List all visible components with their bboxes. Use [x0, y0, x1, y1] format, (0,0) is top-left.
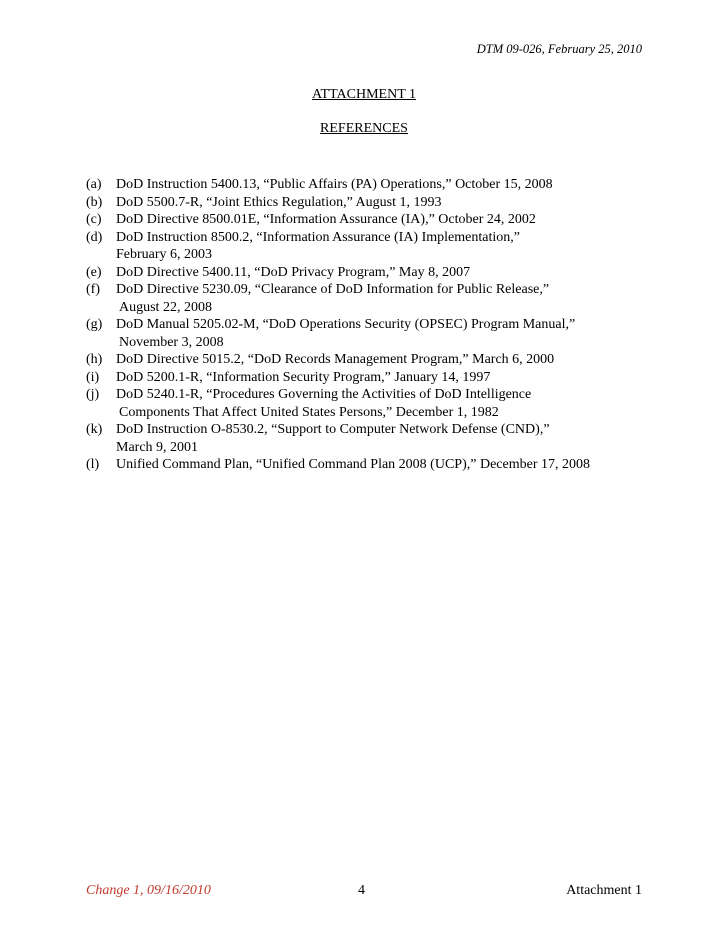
reference-line: DoD 5500.7-R, “Joint Ethics Regulation,” August 1, 1993 [116, 194, 442, 210]
reference-line-continued: November 3, 2008 [119, 334, 224, 350]
reference-letter: (f) [86, 282, 100, 297]
reference-letter: (h) [86, 352, 103, 367]
reference-item-a [86, 176, 656, 194]
reference-letter: (j) [86, 387, 100, 402]
reference-line: Unified Command Plan, “Unified Command Plan 2008 (UCP),” December 17, 2008 [116, 457, 590, 472]
reference-letter: (d) [86, 229, 103, 245]
reference-line: DoD Directive 5400.11, “DoD Privacy Program,” May 8, 2007 [116, 264, 471, 280]
reference-item-k [86, 421, 656, 456]
reference-line: DoD 5200.1-R, “Information Security Program,” January 14, 1997 [116, 369, 491, 385]
reference-item-j [86, 386, 656, 421]
reference-item-f [86, 281, 656, 316]
reference-text [116, 229, 656, 264]
document-id-header: DTM 09-026, February 25, 2010 [476, 42, 642, 56]
reference-line: DoD Directive 5230.09, “Clearance of DoD Information for Public Release,” [116, 282, 550, 297]
reference-list [86, 176, 656, 474]
reference-item-g [86, 316, 656, 351]
reference-line: DoD Directive 5015.2, “DoD Records Management Program,” March 6, 2000 [116, 352, 555, 367]
reference-item-h [86, 351, 656, 369]
reference-text [116, 211, 656, 229]
reference-line-continued: March 9, 2001 [116, 439, 199, 455]
reference-letter: (e) [86, 264, 102, 280]
reference-line: DoD Manual 5205.02-M, “DoD Operations Security (OPSEC) Program Manual,” [116, 317, 576, 332]
reference-line-continued: August 22, 2008 [119, 299, 212, 315]
reference-line: DoD Directive 8500.01E, “Information Assurance (IA),” October 24, 2002 [116, 212, 536, 227]
reference-letter: (l) [86, 457, 100, 472]
reference-text [116, 421, 656, 456]
change-notice: Change 1, 09/16/2010 [86, 883, 211, 898]
reference-text [116, 386, 656, 421]
reference-text [116, 194, 656, 212]
reference-line: DoD Instruction 8500.2, “Information Assurance (IA) Implementation,” [116, 229, 520, 245]
reference-line: DoD Instruction O-8530.2, “Support to Computer Network Defense (CND),” [116, 422, 550, 437]
reference-letter: (i) [86, 369, 100, 385]
reference-letter: (a) [86, 177, 102, 192]
reference-item-c [86, 211, 656, 229]
reference-letter: (k) [86, 422, 103, 437]
reference-item-i [86, 369, 656, 387]
reference-line: DoD 5240.1-R, “Procedures Governing the Activities of DoD Intelligence [116, 387, 532, 402]
reference-letter: (b) [86, 194, 103, 210]
page-number: 4 [358, 883, 365, 898]
reference-item-d [86, 229, 656, 264]
attachment-label: Attachment 1 [566, 883, 642, 898]
reference-text [116, 456, 656, 474]
reference-item-b [86, 194, 656, 212]
reference-item-l [86, 456, 656, 474]
page-footer [86, 883, 642, 901]
attachment-title: ATTACHMENT 1 [311, 87, 416, 102]
reference-text [116, 281, 656, 316]
reference-text [116, 316, 656, 351]
reference-line-continued: February 6, 2003 [116, 247, 213, 262]
reference-text [116, 176, 656, 194]
reference-text [116, 264, 656, 282]
reference-line: DoD Instruction 5400.13, “Public Affairs (PA) Operations,” October 15, 2008 [116, 177, 553, 192]
reference-letter: (c) [86, 212, 102, 227]
reference-line-continued: Components That Affect United States Persons,” December 1, 1982 [119, 404, 499, 420]
reference-text [116, 369, 656, 387]
references-title: REFERENCES [320, 121, 408, 136]
reference-letter: (g) [86, 317, 103, 332]
reference-item-e [86, 264, 656, 282]
reference-text [116, 351, 656, 369]
